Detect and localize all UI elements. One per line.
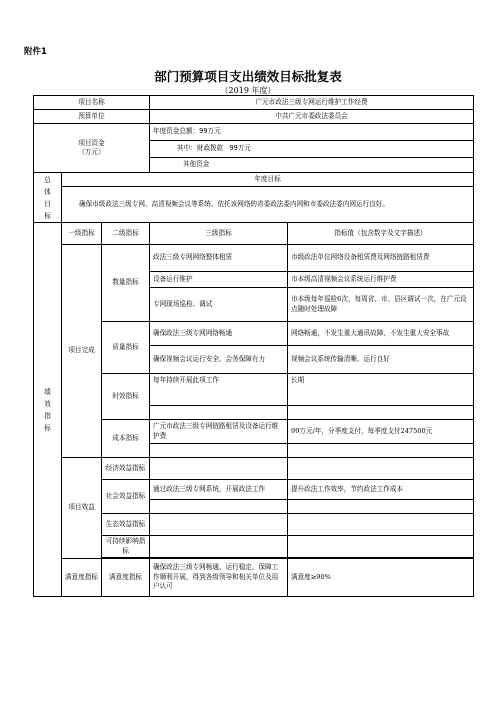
table-cell: 提升政法工作效率，节约政法工作成本	[288, 480, 474, 500]
table-cell: 网络畅通，不发生重大通讯故障，不发生重大安全事故	[288, 322, 474, 346]
empty-cell	[288, 500, 474, 514]
budget-unit-value: 中共广元市委政法委员会	[150, 110, 474, 124]
economic-indicator: 经济效益指标	[102, 458, 150, 480]
col-level3-header: 三级指标	[150, 223, 288, 245]
table-cell: 确保政法三级专网畅通、运行稳定，保障工作顺利开展，得到各级领导和相关单位及用户认可	[150, 559, 288, 597]
empty-cell	[150, 500, 288, 514]
table-cell: 确保政法三级专网网络畅通	[150, 322, 288, 346]
empty-cell	[150, 406, 288, 420]
project-funds-label	[34, 124, 150, 173]
table-cell: 市级政法单位网络设备租赁费及网络链路租赁费	[288, 245, 474, 272]
timeliness-indicator: 时效指标	[102, 374, 150, 420]
year-goal-text: 确保市级政法三级专网、高清视频会议等系统、依托该网络的省委政法委内网和市委政法委内网运行良好。	[62, 187, 474, 223]
budget-unit-label: 预算单位	[34, 110, 150, 124]
table-cell: 视频会议系统传输清晰、运行良好	[288, 346, 474, 374]
indicators-label	[34, 223, 62, 597]
table-cell: 市本级每年巡检6次，每周省、市、县区调试一次，在广元设点随时处理故障	[288, 288, 474, 322]
year-goal-label: 年度目标	[62, 173, 474, 187]
annual-total-label: 年度资金总额：	[153, 127, 200, 136]
overall-char: 体	[44, 187, 51, 196]
table-cell: 设备运行维护	[150, 272, 288, 288]
indicators-char: 绩	[44, 387, 51, 396]
table-cell: 广元市政法三级专网链路租赁及设备运行维护费	[150, 420, 288, 444]
empty-cell	[150, 458, 288, 480]
output-indicator: 项目完成	[62, 245, 102, 458]
project-name-label: 项目名称	[34, 96, 150, 110]
annual-total-value: 99万元	[199, 127, 221, 136]
cost-indicator: 成本指标	[102, 420, 150, 458]
table-cell: 通过政法三级专网系统，开展政法工作	[150, 480, 288, 500]
satisfaction-l1-indicator: 满意度指标	[62, 559, 102, 597]
overall-goal-label	[34, 173, 62, 223]
col-level1-header: 一级指标	[62, 223, 102, 245]
ecological-indicator: 生态效益指标	[102, 514, 150, 536]
attachment-label: 附件1	[24, 47, 47, 57]
table-cell: 长期	[288, 374, 474, 406]
empty-cell	[150, 514, 288, 536]
empty-cell	[288, 458, 474, 480]
empty-cell	[150, 444, 288, 458]
table-cell: 99万元/年，分季度支付，每季度支付247500元	[288, 420, 474, 444]
finance-value: 99万元	[229, 144, 252, 153]
empty-cell	[288, 444, 474, 458]
funds-label-text: 项目资金	[78, 138, 105, 147]
table-cell: 每年持续开展此项工作	[150, 374, 288, 406]
overall-char: 标	[44, 211, 51, 220]
indicators-char: 效	[44, 399, 51, 408]
social-indicator: 社会效益指标	[102, 480, 150, 514]
project-name-value: 广元市政法三级专网运行维护工作经费	[150, 96, 474, 110]
performance-table	[33, 95, 474, 597]
table-cell: 专网现场巡检、调试	[150, 288, 288, 322]
empty-cell	[150, 536, 288, 558]
overall-char: 目	[44, 199, 51, 208]
finance-appropriation-cell	[150, 141, 474, 158]
indicators-char: 指	[44, 411, 51, 420]
empty-cell	[288, 406, 474, 420]
empty-cell	[288, 536, 474, 558]
funds-unit-text: （万元）	[78, 148, 105, 156]
quantity-indicator: 数量指标	[102, 245, 150, 322]
table-cell: 政法三级专网网络整体租赁	[150, 245, 288, 272]
table-cell: 满意度≥90%	[288, 559, 474, 597]
overall-char: 总	[44, 175, 51, 184]
year-label: （2019 年度）	[220, 86, 276, 95]
quality-indicator: 质量指标	[102, 322, 150, 374]
satisfaction-l2-indicator: 满意度指标	[102, 559, 150, 597]
annual-total-cell	[150, 124, 474, 141]
sustainable-indicator: 可持续影响指标	[102, 536, 150, 558]
table-cell: 确保视频会议运行安全、会务保障有力	[150, 346, 288, 374]
other-funds-label: 其他资金	[150, 158, 474, 173]
empty-cell	[288, 514, 474, 536]
col-level2-header: 二级指标	[102, 223, 150, 245]
benefit-indicator: 项目效益	[62, 458, 102, 559]
table-cell: 市本级高清视频会议系统运行维护费	[288, 272, 474, 288]
page-title: 部门预算项目支出绩效目标批复表	[154, 69, 342, 84]
col-value-header: 指标值（包含数字及文字描述）	[288, 223, 474, 245]
finance-label: 其中：财政拨款	[177, 144, 224, 153]
indicators-char: 标	[44, 423, 51, 432]
